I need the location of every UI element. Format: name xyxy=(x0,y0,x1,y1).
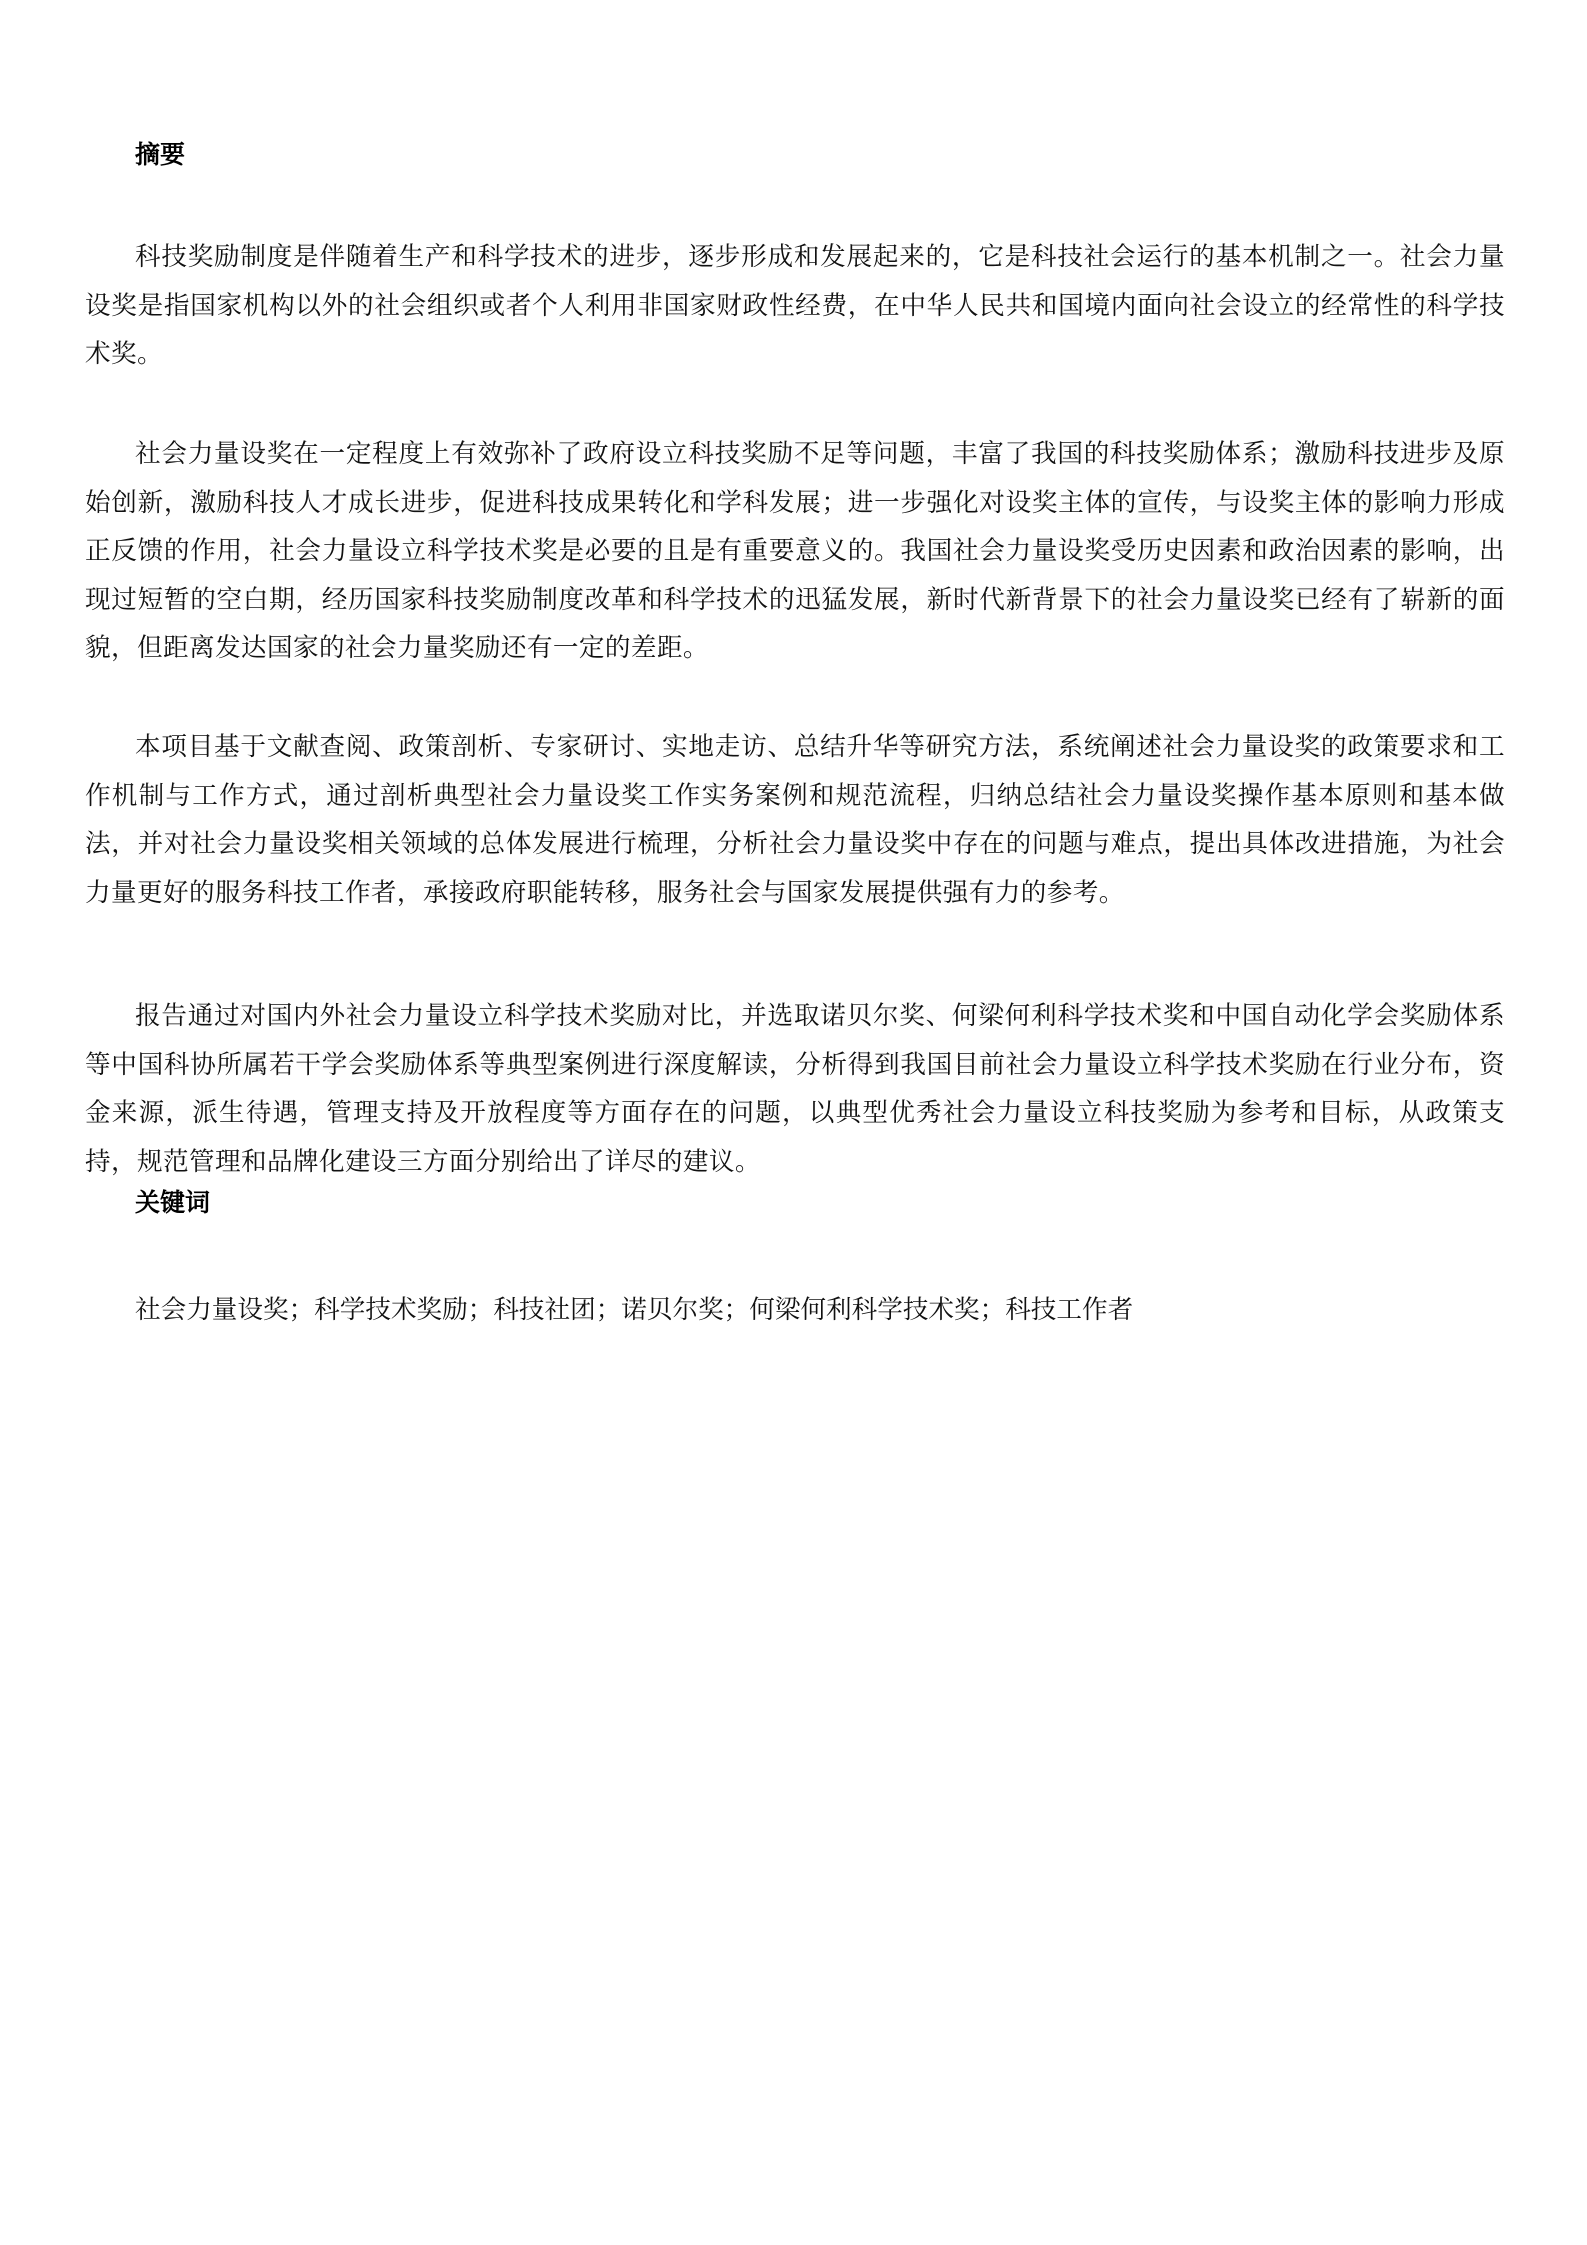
abstract-heading: 摘要 xyxy=(135,140,186,169)
abstract-paragraph-3: 本项目基于文献查阅、政策剖析、专家研讨、实地走访、总结升华等研究方法，系统阐述社会力量设奖的政策要求和工作机制与工作方式，通过剖析典型社会力量设奖工作实务案例和规范流程，归纳总结社会力量设奖操作基本原则和基本做法，并对社会力量设奖相关领域的总体发展进行梳理，分析社会力量设奖中存在的问题与难点，提出具体改进措施，为社会力量更好的服务科技工作者，承接政府职能转移，服务社会与国家发展提供强有力的参考。 xyxy=(85,732,1505,908)
abstract-paragraph-1: 科技奖励制度是伴随着生产和科学技术的进步，逐步形成和发展起来的，它是科技社会运行的基本机制之一。社会力量设奖是指国家机构以外的社会组织或者个人利用非国家财政性经费，在中华人民共和国境内面向社会设立的经常性的科学技术奖。 xyxy=(85,242,1505,369)
keywords-list: 社会力量设奖；科学技术奖励；科技社团；诺贝尔奖；何梁何利科学技术奖；科技工作者 xyxy=(135,1295,1134,1325)
abstract-paragraph-2: 社会力量设奖在一定程度上有效弥补了政府设立科技奖励不足等问题，丰富了我国的科技奖励体系；激励科技进步及原始创新，激励科技人才成长进步，促进科技成果转化和学科发展；进一步强化对设奖主体的宣传，与设奖主体的影响力形成正反馈的作用，社会力量设立科学技术奖是必要的且是有重要意义的。我国社会力量设奖受历史因素和政治因素的影响，出现过短暂的空白期，经历国家科技奖励制度改革和科学技术的迅猛发展，新时代新背景下的社会力量设奖已经有了崭新的面貌，但距离发达国家的社会力量奖励还有一定的差距。 xyxy=(85,439,1505,663)
keywords-heading: 关键词 xyxy=(135,1188,211,1217)
abstract-paragraph-4: 报告通过对国内外社会力量设立科学技术奖励对比，并选取诺贝尔奖、何梁何利科学技术奖和中国自动化学会奖励体系等中国科协所属若干学会奖励体系等典型案例进行深度解读，分析得到我国目前社会力量设立科学技术奖励在行业分布，资金来源，派生待遇，管理支持及开放程度等方面存在的问题，以典型优秀社会力量设立科技奖励为参考和目标，从政策支持，规范管理和品牌化建设三方面分别给出了详尽的建议。 xyxy=(85,1001,1505,1177)
